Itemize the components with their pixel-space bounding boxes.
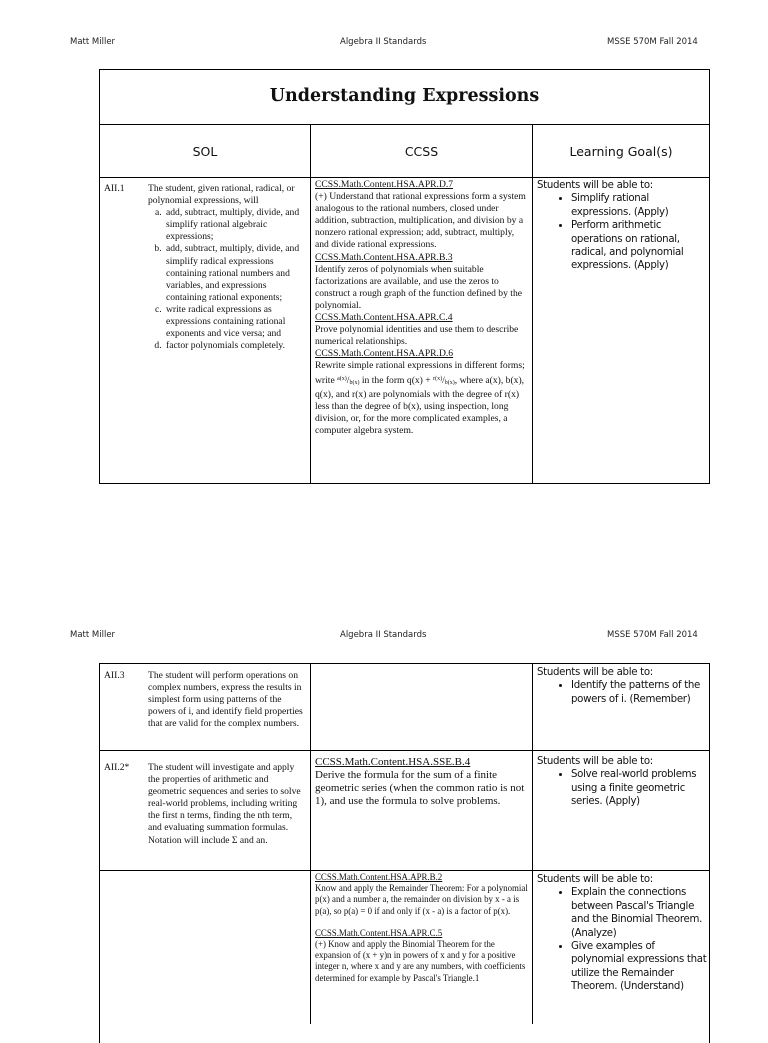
learning-goals-cell [537,873,707,994]
ccss-standard-text: (+) Understand that rational expressions form a system analogous to the rational numbers, closed under addition, subtraction, multiplication, and division by a nonzero rational expression; add, subtract, multiply, and divide rational expressions. [315,191,526,251]
page-header [0,37,768,51]
fraction-denominator: b(x) [349,379,360,386]
ccss-text-part: in the form q(x) + [359,374,434,386]
goals-intro: Students will be able to: [537,180,653,191]
sol-code: AII.2* [104,762,130,773]
table-divider [99,750,710,751]
goal-item: • Simplify rational expressions. (Apply) [571,192,707,219]
page-header [0,630,768,644]
ccss-standard-code: CCSS.Math.Content.HSA.APR.C.5 [315,927,443,938]
table-divider [99,124,710,125]
sol-item: c. write radical expressions as expressions containing rational exponents and vice versa; and [164,304,306,340]
sol-item: b. add, subtract, multiply, divide, and simplify radical expressions containing rational numbers and variables, and expressions containing rational exponents; [164,243,306,303]
ccss-standard-code: CCSS.Math.Content.HSA.APR.D.7 [315,179,454,190]
sol-intro: The student, given rational, radical, or polynomial expressions, will [148,183,295,207]
ccss-standard-text: Derive the formula for the sum of a finite geometric series (when the common ratio is not 1), and use the formula to solve problems. [315,769,525,807]
fraction-numerator: a(x) [337,375,347,382]
fraction-denominator: b(x) [444,379,455,386]
ccss-standard-text: (+) Know and apply the Binomial Theorem for the expansion of (x + y)n in powers of x and y for a positive integer n, where x and y are any numbers, with coefficients determined for example by Pascal's Triangle.1 [315,939,526,983]
sol-description: The student will investigate and apply the properties of arithmetic and geometric sequences and series to solve real-world problems, including writing the first n terms, finding the nth term, and evaluating summation formulas. Notation will include Σ and an. [148,762,301,846]
header-course-code: MSSE 570M Fall 2014 [607,37,698,47]
goals-intro: Students will be able to: [537,667,653,678]
ccss-standard-code: CCSS.Math.Content.HSA.APR.B.2 [315,872,443,882]
sol-description [148,183,306,352]
table-divider [310,663,311,1024]
goals-intro: Students will be able to: [537,874,653,885]
ccss-standard-text: Identify zeros of polynomials when suitable factorizations are available, and use the zeros to construct a rough graph of the function defined by the polynomial. [315,263,523,311]
ccss-standard-text: Know and apply the Remainder Theorem: For a polynomial p(x) and a number a, the remainder on division by x - a is p(a), so p(a) = 0 if and only if (x - a) is a factor of p(x). [315,883,528,916]
column-header-sol: SOL [192,144,218,159]
header-course-title: Algebra II Standards [340,630,427,640]
goal-item: • Solve real-world problems using a finite geometric series. (Apply) [571,768,707,808]
sol-item: a. add, subtract, multiply, divide, and simplify rational algebraic expressions; [164,207,306,243]
ccss-standard-code: CCSS.Math.Content.HSA.APR.B.3 [315,251,453,263]
ccss-standard-code: CCSS.Math.Content.HSA.APR.C.4 [315,312,453,324]
sol-description: The student will perform operations on complex numbers, express the results in simplest form using patterns of the powers of i, and identify field properties that are valid for the complex numbers. [148,670,303,730]
ccss-text-part: Rewrite simple rational expressions in different forms; write [315,360,525,386]
goals-list [537,886,707,993]
sol-item: d. factor polynomials completely. [164,340,306,352]
goals-list [537,192,707,272]
table-divider [532,124,533,484]
header-course-code: MSSE 570M Fall 2014 [607,630,698,640]
column-header-learning-goals: Learning Goal(s) [569,144,673,159]
ccss-standard-text: Prove polynomial identities and use them to describe numerical relationships. [315,324,519,348]
sol-code: AII.1 [104,183,125,194]
learning-goals-cell [537,755,707,809]
header-author: Matt Miller [70,37,116,47]
header-author: Matt Miller [70,630,116,640]
sol-item-list [148,207,306,352]
table-divider [532,663,533,1024]
column-header-ccss: CCSS [404,144,439,159]
goals-list [537,679,707,706]
goal-item: • Explain the connections between Pascal's Triangle and the Binomial Theorem. (Analyze) [571,886,707,940]
table-divider [99,870,710,871]
fraction-numerator: r(x) [433,375,443,382]
sol-code: AII.3 [104,670,125,681]
goals-intro: Students will be able to: [537,756,653,767]
goal-item: • Perform arithmetic operations on rational, radical, and polynomial expressions. (Apply) [571,219,707,273]
header-course-title: Algebra II Standards [340,37,427,47]
ccss-standard-text: Rewrite simple rational expressions in different forms; write $^{a(x)}$/b(x) in the form q(x) + $^{r(x)}$/b(x), where a(x), b(x), q(x), and r(x) are polynomials with the degree of r(x) less than the degree of b(x), using inspection, long division, or, for the more complicated examples, a computer algebra system. [315,360,525,436]
goals-list [537,768,707,808]
table-divider [310,124,311,484]
table-title: Understanding Expressions [269,86,540,106]
goal-item: • Identify the patterns of the powers of i. (Remember) [571,679,707,706]
ccss-standard-code: CCSS.Math.Content.HSA.APR.D.6 [315,348,454,360]
ccss-text-part: where a(x), b(x), q(x), and r(x) are polynomials with the degree of r(x) less than the degree of b(x), using inspection, long division, or, for the more complicated examples, a computer algebra system. [315,374,525,436]
ccss-text-part: , [454,374,458,386]
learning-goals-cell [537,666,707,706]
ccss-cell [315,179,528,437]
goal-item: • Give examples of polynomial expressions that utilize the Remainder Theorem. (Understand) [571,940,707,994]
ccss-cell [315,756,528,808]
table-divider [99,177,710,178]
ccss-standard-code: CCSS.Math.Content.HSA.SSE.B.4 [315,756,471,768]
learning-goals-cell [537,179,707,273]
ccss-cell [315,872,528,984]
